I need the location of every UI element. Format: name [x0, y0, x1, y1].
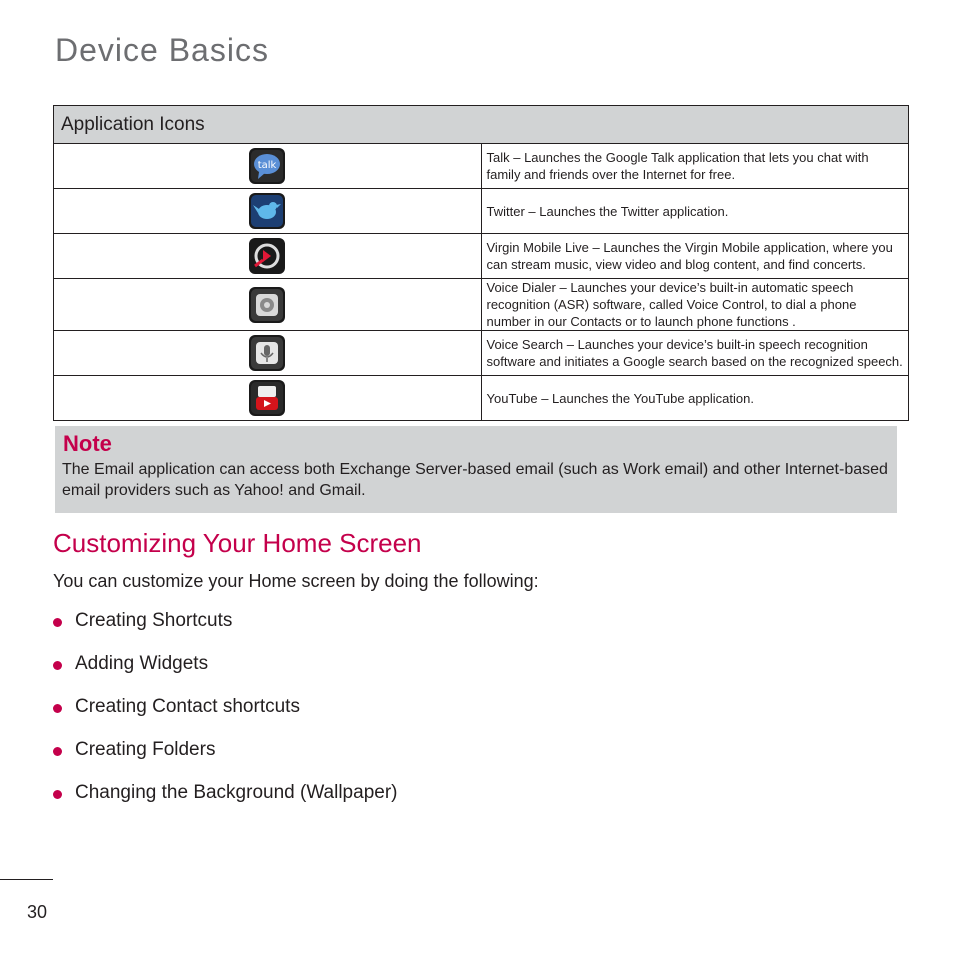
list-item [53, 610, 397, 653]
voice-search-icon [249, 335, 285, 371]
list-item [53, 739, 397, 782]
note-body: The Email application can access both Exchange Server-based email (such as Work email) and other Internet-based email providers such as Yahoo! and Gmail. [62, 461, 888, 499]
app-name: Virgin Mobile Live [486, 240, 589, 255]
table-header: Application Icons [54, 106, 909, 144]
list-item [53, 782, 397, 825]
svg-text:talk: talk [257, 160, 277, 171]
app-name: Talk [486, 150, 510, 165]
talk-icon [249, 148, 285, 184]
list-item-label: Creating Folders [75, 739, 216, 760]
app-name: Twitter [486, 203, 525, 219]
app-description: – Launches the Google Talk application that lets you chat with family and friends over the Internet for free. [486, 150, 869, 182]
bullet-icon [53, 790, 62, 799]
note-box [55, 426, 897, 513]
list-item [53, 653, 397, 696]
app-name: YouTube [486, 390, 538, 406]
list-item-label: Adding Widgets [75, 653, 209, 674]
virgin-mobile-live-icon [249, 238, 285, 274]
app-name: Voice Search [486, 337, 564, 352]
bullet-icon [53, 618, 62, 627]
app-name: Voice Dialer [486, 280, 556, 295]
app-description: – Launches the YouTube application. [537, 390, 754, 406]
list-item-label: Creating Shortcuts [75, 610, 233, 631]
list-item-label: Changing the Background (Wallpaper) [75, 782, 398, 803]
app-description: – Launches the Twitter application. [524, 203, 729, 219]
table-row [54, 376, 909, 421]
table-row [54, 234, 909, 279]
app-description: – Launches your device’s built-in automatic speech recognition (ASR) software, called Voice Control, to dial a phone number in our Contacts or to launch phone functions . [486, 280, 857, 329]
table-row [54, 144, 909, 189]
app-description: – Launches your device’s built-in speech recognition software and initiates a Google search based on the recognized speech. [486, 337, 903, 369]
table-row [54, 189, 909, 234]
app-description: – Launches the Virgin Mobile application, where you can stream music, view video and blog content, and find concerts. [486, 240, 893, 272]
application-icons-table [53, 105, 909, 421]
list-item-label: Creating Contact shortcuts [75, 696, 300, 717]
bullet-icon [53, 661, 62, 670]
youtube-icon [249, 380, 285, 416]
section-title: Customizing Your Home Screen [53, 528, 422, 558]
bullet-icon [53, 747, 62, 756]
page-title: Device Basics [55, 32, 269, 68]
table-row [54, 331, 909, 376]
voice-dialer-icon [249, 287, 285, 323]
note-title: Note [63, 431, 112, 456]
section-intro: You can customize your Home screen by doing the following: [53, 571, 539, 591]
bullet-icon [53, 704, 62, 713]
footer-rule [0, 879, 53, 880]
list-item [53, 696, 397, 739]
twitter-icon [249, 193, 285, 229]
page-number: 30 [27, 902, 48, 922]
customization-list [53, 610, 397, 825]
table-row [54, 279, 909, 331]
